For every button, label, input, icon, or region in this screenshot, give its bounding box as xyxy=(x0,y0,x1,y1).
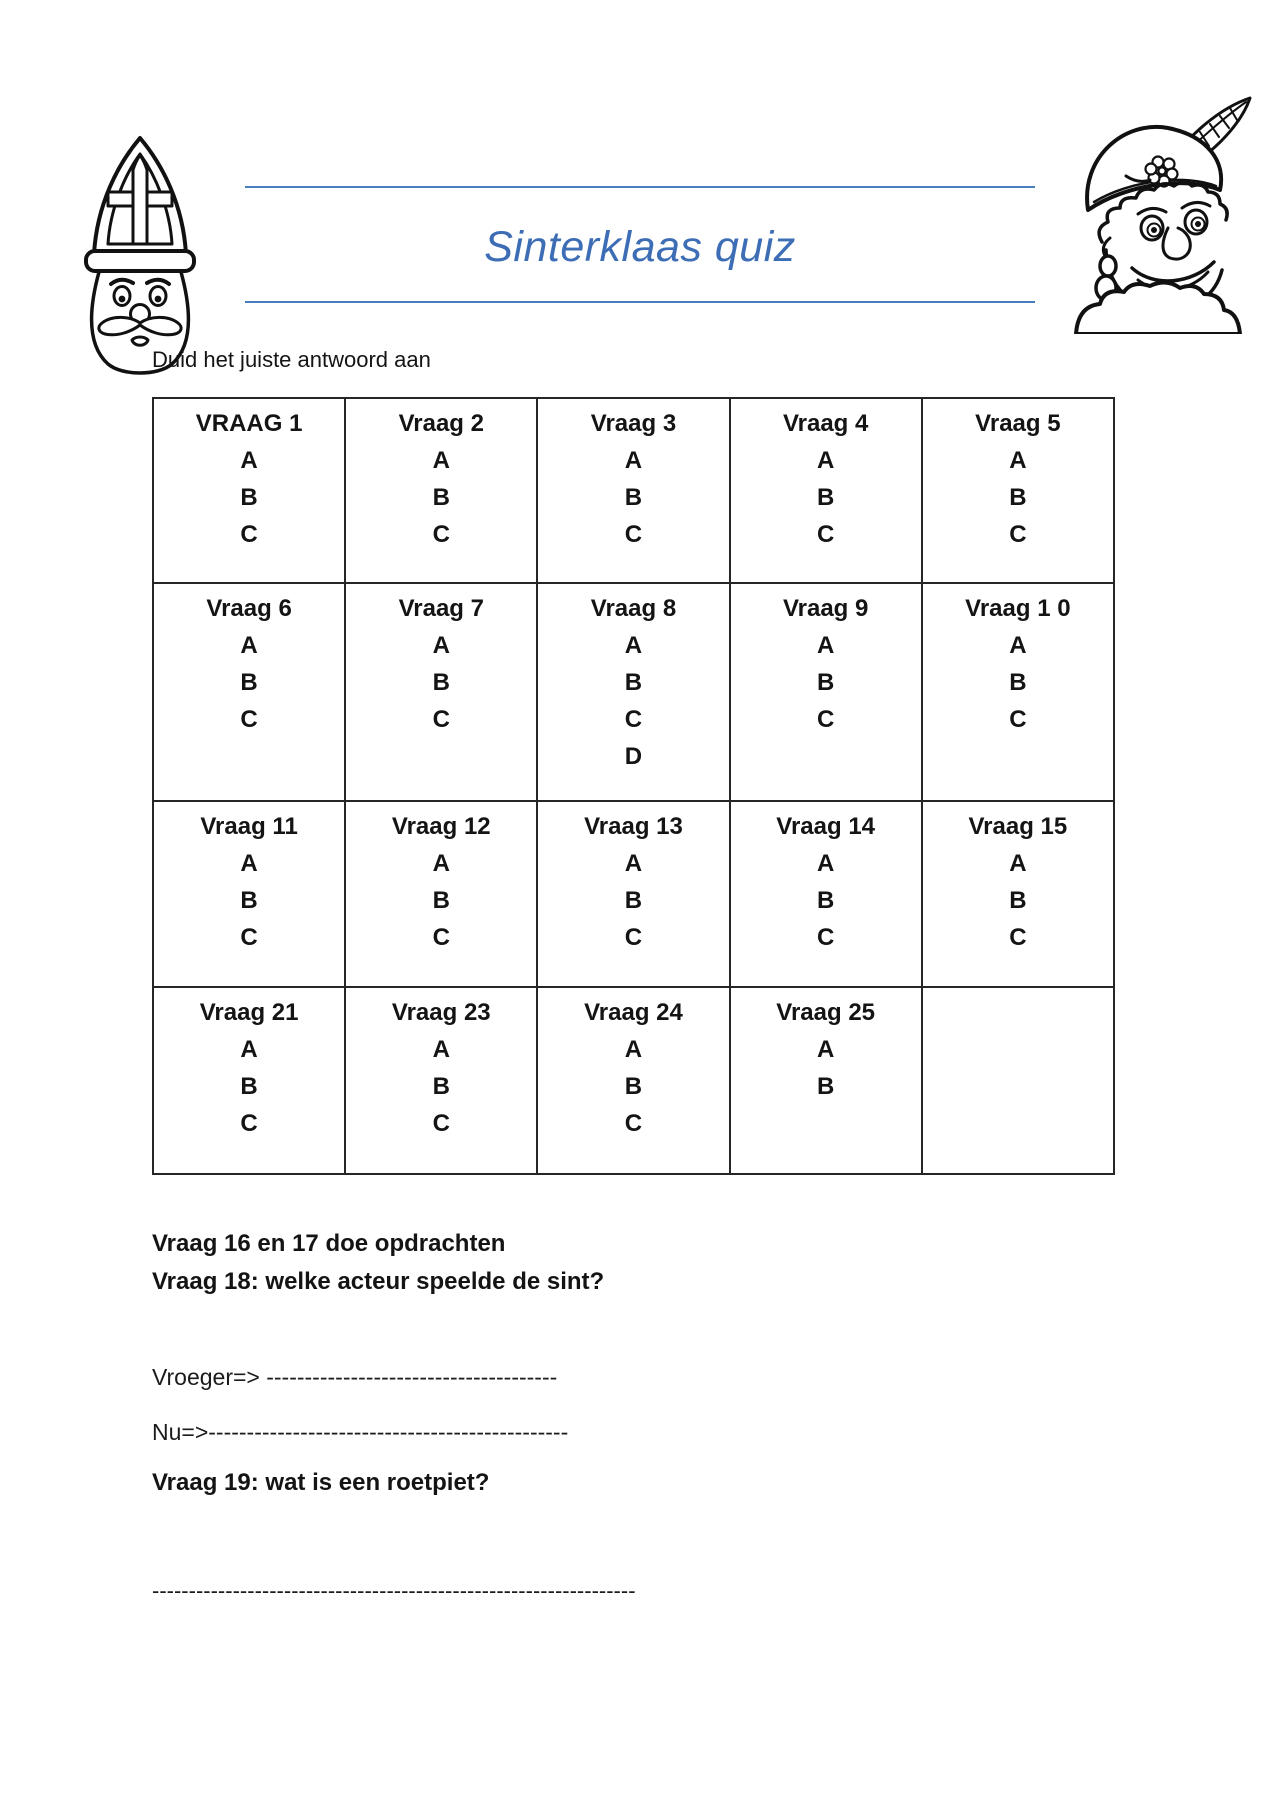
answer-option: A xyxy=(1009,850,1027,877)
table-row xyxy=(153,987,1114,1174)
answer-option: B xyxy=(624,887,643,914)
quiz-cell-vraag-3 xyxy=(537,398,729,583)
question-title: Vraag 6 xyxy=(206,595,292,622)
quiz-cell-vraag-10 xyxy=(922,583,1114,801)
question-title: Vraag 9 xyxy=(782,595,869,622)
answer-option: C xyxy=(624,521,643,548)
answer-options xyxy=(348,845,534,956)
quiz-cell-vraag-25 xyxy=(730,987,922,1174)
quiz-cell-vraag-9 xyxy=(730,583,922,801)
question-title: Vraag 14 xyxy=(776,813,876,840)
answer-options xyxy=(540,1031,726,1142)
title-banner xyxy=(245,186,1035,303)
quiz-cell-vraag-14 xyxy=(730,801,922,987)
answer-option: C xyxy=(1009,924,1027,951)
quiz-cell-vraag-5 xyxy=(922,398,1114,583)
quiz-cell-vraag-1 xyxy=(153,398,345,583)
title-rule-top xyxy=(245,186,1035,188)
answer-options xyxy=(156,442,342,553)
answer-option: B xyxy=(240,669,258,696)
answer-option: C xyxy=(816,521,835,548)
answer-option: B xyxy=(432,669,450,696)
answer-option: A xyxy=(1009,632,1027,659)
question-18: Vraag 18: welke acteur speelde de sint? xyxy=(152,1268,605,1295)
answer-option: B xyxy=(432,484,450,511)
answer-option: B xyxy=(240,1073,258,1100)
answer-option: A xyxy=(624,1036,643,1063)
question-title: Vraag 4 xyxy=(782,410,869,437)
question-title: Vraag 15 xyxy=(968,813,1068,840)
quiz-cell-vraag-8 xyxy=(537,583,729,801)
quiz-cell-vraag-12 xyxy=(345,801,537,987)
answer-option: C xyxy=(624,924,643,951)
nu-answer-line: Nu=>----------------------------------------------- xyxy=(152,1419,569,1445)
answer-option: A xyxy=(1009,447,1027,474)
answer-option: C xyxy=(432,1110,450,1137)
answer-options xyxy=(348,442,534,553)
question-title: Vraag 5 xyxy=(975,410,1061,437)
answer-option: B xyxy=(1009,887,1027,914)
quiz-cell-vraag-23 xyxy=(345,987,537,1174)
quiz-cell-vraag-7 xyxy=(345,583,537,801)
answer-option: B xyxy=(432,1073,450,1100)
answer-option: B xyxy=(816,669,835,696)
answer-option: A xyxy=(816,447,835,474)
answer-option: C xyxy=(624,706,643,733)
answer-option: C xyxy=(240,1110,258,1137)
answer-options xyxy=(925,845,1111,956)
answer-option: B xyxy=(816,1073,835,1100)
answer-option: C xyxy=(624,1110,643,1137)
answer-options xyxy=(733,845,919,956)
quiz-cell-vraag-15 xyxy=(922,801,1114,987)
answer-options xyxy=(540,442,726,553)
title-rule-bottom xyxy=(245,301,1035,303)
question-title: Vraag 25 xyxy=(776,999,876,1026)
zwarte-piet-face-icon xyxy=(1068,92,1258,334)
answer-option: B xyxy=(816,484,835,511)
answer-options xyxy=(156,1031,342,1142)
answer-dash-line: ------------------------------------------------------------------ xyxy=(152,1578,636,1603)
sinterklaas-face-icon xyxy=(52,132,230,378)
answer-options xyxy=(156,627,342,738)
answer-option: B xyxy=(624,669,643,696)
answer-option: B xyxy=(624,1073,643,1100)
answer-option: A xyxy=(816,850,835,877)
answer-option: D xyxy=(624,743,643,770)
question-title: VRAAG 1 xyxy=(195,410,303,437)
answer-option: B xyxy=(624,484,643,511)
vroeger-answer-line: Vroeger=> -------------------------------------- xyxy=(152,1364,558,1390)
answer-option: A xyxy=(432,1036,450,1063)
page-title: Sinterklaas quiz xyxy=(484,223,796,271)
answer-option: C xyxy=(240,924,258,951)
answer-option: A xyxy=(240,632,258,659)
note-vraag-16-17: Vraag 16 en 17 doe opdrachten xyxy=(152,1230,506,1257)
answer-option: B xyxy=(1009,669,1027,696)
answer-options xyxy=(348,627,534,738)
quiz-cell-vraag-24 xyxy=(537,987,729,1174)
question-title: Vraag 13 xyxy=(584,813,683,840)
question-title: Vraag 23 xyxy=(391,999,491,1026)
quiz-cell-vraag-4 xyxy=(730,398,922,583)
answer-option: B xyxy=(816,887,835,914)
answer-option: A xyxy=(432,632,450,659)
answer-option: C xyxy=(432,521,450,548)
answer-option: A xyxy=(240,1036,258,1063)
question-title: Vraag 3 xyxy=(590,410,677,437)
answer-option: C xyxy=(1009,521,1027,548)
answer-options xyxy=(540,627,726,775)
table-row xyxy=(153,583,1114,801)
answer-option: C xyxy=(432,924,450,951)
answer-option: A xyxy=(624,850,643,877)
quiz-cell-empty xyxy=(922,987,1114,1174)
quiz-cell-vraag-11 xyxy=(153,801,345,987)
question-title: Vraag 21 xyxy=(199,999,299,1026)
answer-option: C xyxy=(240,521,258,548)
question-title: Vraag 12 xyxy=(391,813,491,840)
answer-option: A xyxy=(432,850,450,877)
question-title xyxy=(925,994,1111,1031)
quiz-cell-vraag-13 xyxy=(537,801,729,987)
answer-option: B xyxy=(432,887,450,914)
answer-option: B xyxy=(1009,484,1027,511)
answer-option: C xyxy=(240,706,258,733)
answer-option: A xyxy=(624,447,643,474)
answer-option: A xyxy=(240,447,258,474)
answer-option: B xyxy=(240,887,258,914)
question-title: Vraag 2 xyxy=(398,410,484,437)
answer-options xyxy=(925,627,1111,738)
answer-option: A xyxy=(432,447,450,474)
question-title: Vraag 24 xyxy=(584,999,683,1026)
question-19: Vraag 19: wat is een roetpiet? xyxy=(152,1469,490,1496)
answer-options xyxy=(733,442,919,553)
question-title: Vraag 7 xyxy=(398,595,484,622)
question-title: Vraag 8 xyxy=(590,595,677,622)
answer-option: A xyxy=(624,632,643,659)
question-title: Vraag 1 0 xyxy=(965,595,1071,622)
table-row xyxy=(153,801,1114,987)
answer-options xyxy=(733,1031,919,1105)
instruction-text: Duid het juiste antwoord aan xyxy=(152,347,431,372)
answer-options xyxy=(925,442,1111,553)
answer-options xyxy=(733,627,919,738)
answer-option: C xyxy=(1009,706,1027,733)
answer-option: A xyxy=(816,632,835,659)
question-title: Vraag 11 xyxy=(200,813,298,840)
answer-options xyxy=(540,845,726,956)
quiz-cell-vraag-2 xyxy=(345,398,537,583)
quiz-cell-vraag-21 xyxy=(153,987,345,1174)
answer-option: C xyxy=(816,924,835,951)
quiz-cell-vraag-6 xyxy=(153,583,345,801)
answer-option: B xyxy=(240,484,258,511)
answer-option: A xyxy=(240,850,258,877)
answer-options xyxy=(348,1031,534,1142)
answer-option: C xyxy=(432,706,450,733)
table-row xyxy=(153,398,1114,583)
answer-options xyxy=(156,845,342,956)
answer-option: C xyxy=(816,706,835,733)
quiz-table xyxy=(152,397,1115,1175)
answer-option: A xyxy=(816,1036,835,1063)
